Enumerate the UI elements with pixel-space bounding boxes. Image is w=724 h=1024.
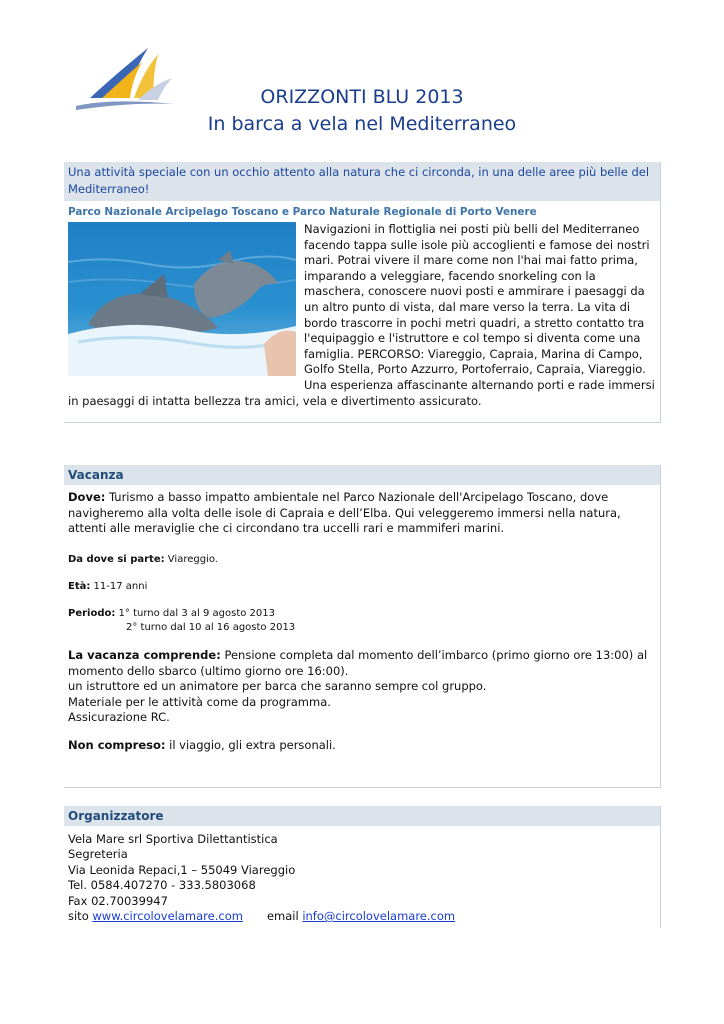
comprende-block: La vacanza comprende: Pensione completa dal momento dell’imbarco (primo giorno ore 13:00) al momento dello sbarco (ultimo giorno ore 16:00). un istruttore ed un animatore per barca che saranno sempre col gruppo. Materiale per le attività come da programma. Assicurazione RC. — [68, 648, 648, 725]
partenza-line: Da dove si parte: Viareggio. — [68, 554, 218, 565]
organizzatore-heading: Organizzatore — [64, 806, 660, 826]
intro-description: Navigazioni in flottiglia nei posti più belli del Mediterraneo facendo tappa sulle isole più accoglienti e famose dei nostri mari. Potrai vivere il mare come non l'hai mai fatto prima, imparando a veleggiare, facendo snorkeling con la maschera, conoscere nuovi posti e ammirare i paesaggi da un altro punto di vista, dal mare verso la terra. La vita di bordo trascorre in pochi metri quadri, a stretto contatto tra l'equipaggio e l'istruttore e col tempo si diventa come una famiglia. PERCORSO: Viareggio, Capraia, Marina di Campo, Golfo Stella, Porto Azzurro, Portoferraio, Capraia, Viareggio. Una esperienza affascinante alternando porti e rade immersi in paesaggi di intatta bellezza tra amici, vela e divertimento assicurato. — [68, 222, 655, 408]
page-subtitle: In barca a vela nel Mediterraneo — [207, 113, 517, 135]
page-title: ORIZZONTI BLU 2013 — [260, 86, 464, 108]
vacanza-heading: Vacanza — [64, 465, 660, 485]
organizzatore-contacts: Vela Mare srl Sportiva Dilettantistica Segreteria Via Leonida Repaci,1 – 55049 Viareggio Tel. 0584.407270 - 333.5803068 Fax 02.70039947 sito www.circolovelamare.com email info@circolovelamare.com — [68, 832, 456, 924]
intro-headline: Una attività speciale con un occhio attento alla natura che ci circonda, in una delle aree più belle del Mediterraneo! — [64, 162, 660, 201]
vacanza-section — [64, 465, 661, 788]
organizzatore-section — [64, 806, 661, 928]
email-link[interactable]: info@circolovelamare.com — [302, 909, 456, 924]
dolphin-photo — [68, 222, 304, 378]
dove-paragraph: Dove: Turismo a basso impatto ambientale nel Parco Nazionale dell'Arcipelago Toscano, dove navigheremo alla volta delle isole di Capraia e dell’Elba. Qui veleggeremo immersi nella natura, attenti alle meraviglie che ci circondano tra uccelli rari e mammiferi marini. — [68, 490, 621, 536]
intro-section — [64, 162, 661, 423]
non-compreso-line: Non compreso: il viaggio, gli extra personali. — [68, 738, 336, 752]
website-link[interactable]: www.circolovelamare.com — [92, 909, 243, 924]
periodo-block: Periodo: 1° turno dal 3 al 9 agosto 2013 2° turno dal 10 al 16 agosto 2013 — [68, 608, 296, 633]
eta-line: Età: 11-17 anni — [68, 581, 148, 592]
parks-subheading: Parco Nazionale Arcipelago Toscano e Parco Naturale Regionale di Porto Venere — [64, 201, 660, 221]
